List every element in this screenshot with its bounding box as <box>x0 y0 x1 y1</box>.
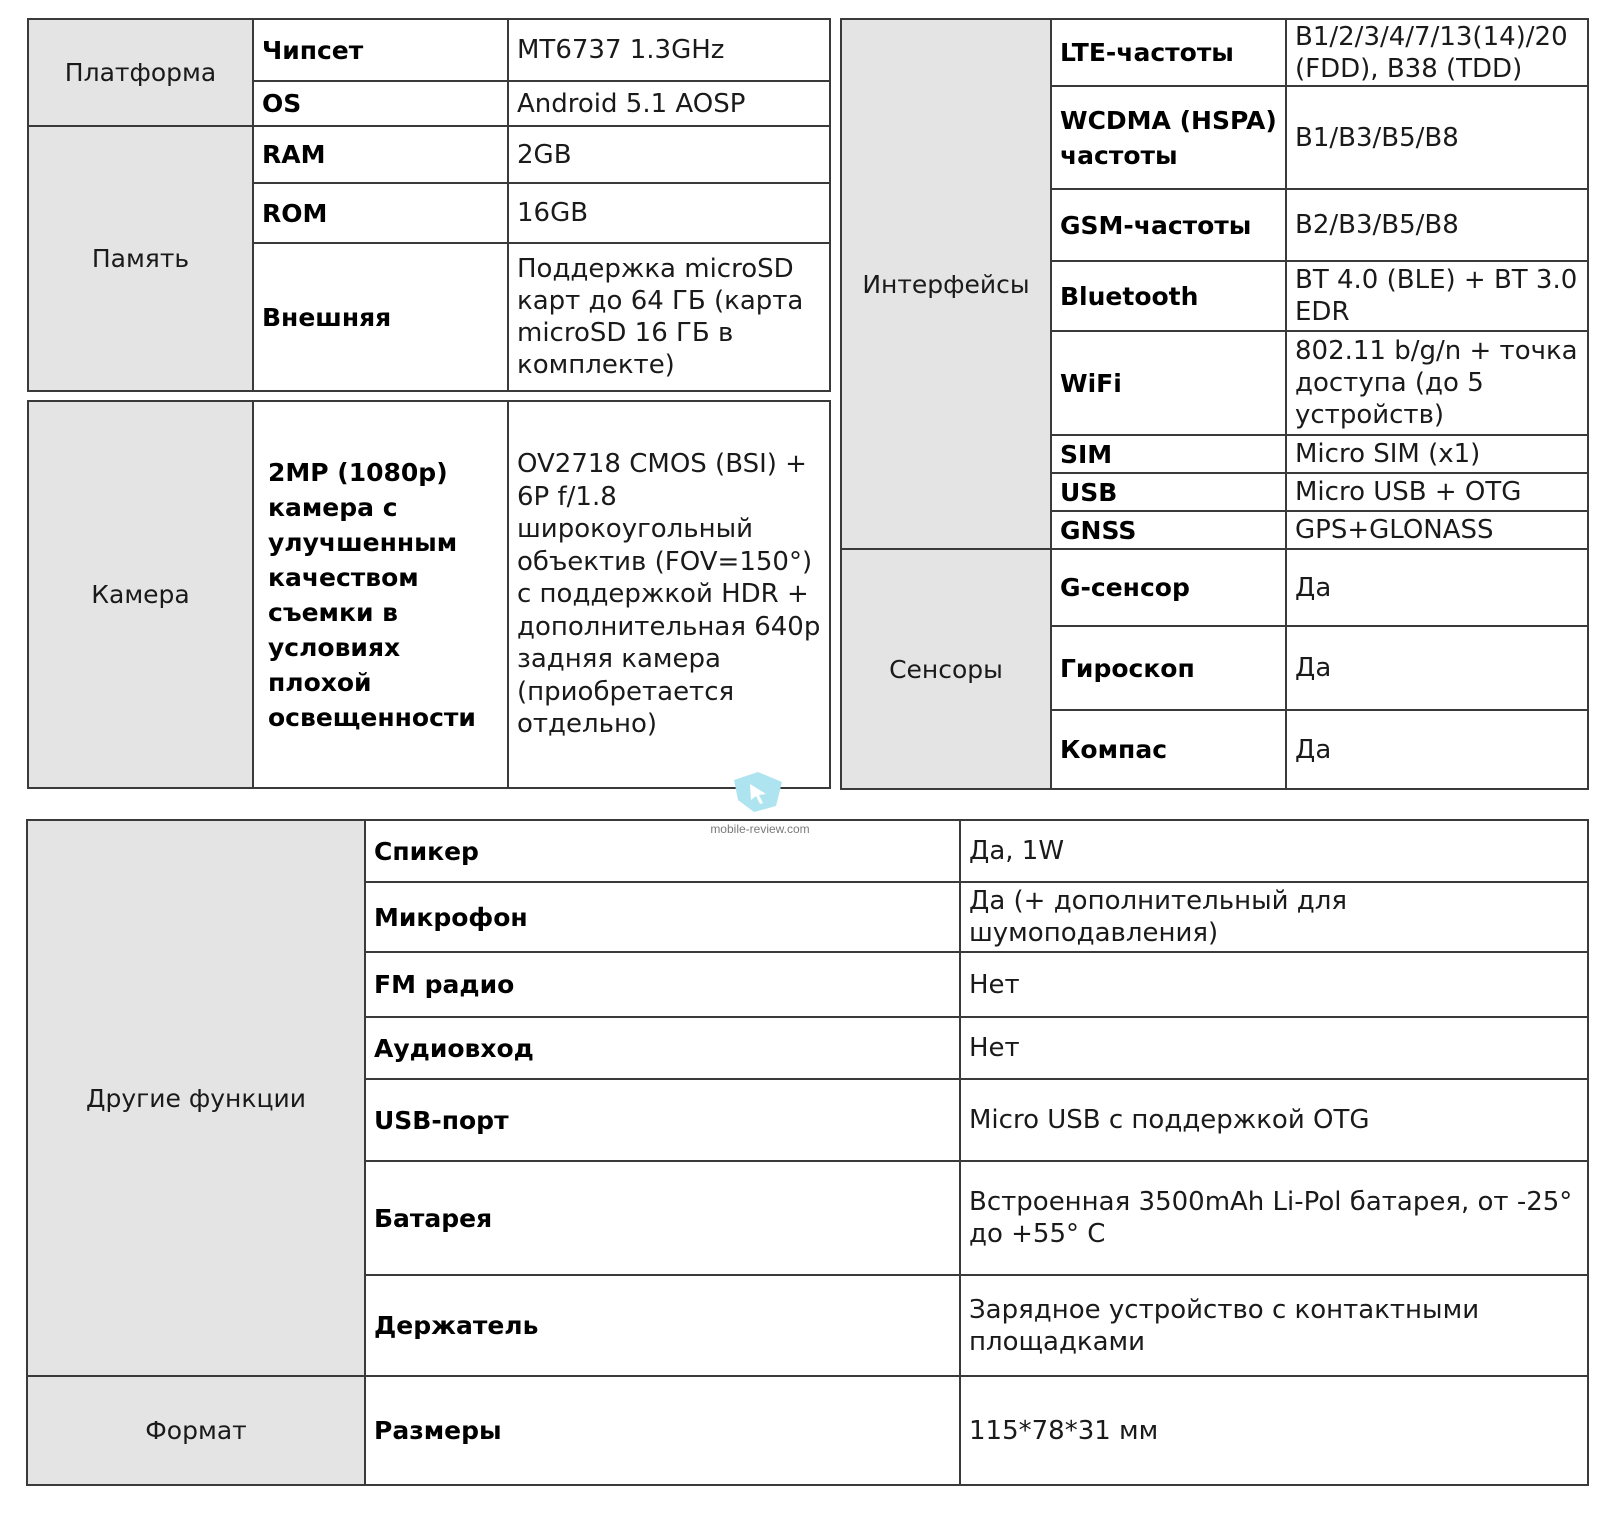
spec-key: Bluetooth <box>1051 261 1286 331</box>
watermark-text: mobile-review.com <box>710 822 810 836</box>
spec-key: OS <box>253 81 508 126</box>
spec-table-other-format <box>26 819 1589 1486</box>
spec-value: Да <box>1286 710 1588 789</box>
spec-key: ROM <box>253 183 508 243</box>
spec-key: Размеры <box>365 1376 960 1485</box>
spec-value: Android 5.1 AOSP <box>508 81 830 126</box>
spec-key: USB-порт <box>365 1079 960 1161</box>
spec-value: Поддержка microSD карт до 64 ГБ (карта microSD 16 ГБ в комплекте) <box>508 243 830 391</box>
spec-key: WCDMA (HSPA) частоты <box>1051 86 1286 189</box>
spec-value: MT6737 1.3GHz <box>508 19 830 81</box>
spec-key: Чипсет <box>253 19 508 81</box>
spec-value: Micro USB + OTG <box>1286 473 1588 511</box>
group-label-memory: Память <box>28 126 253 391</box>
table-row <box>28 401 830 788</box>
spec-value: GPS+GLONASS <box>1286 511 1588 549</box>
spec-key: G-сенсор <box>1051 549 1286 626</box>
group-label-platform: Платформа <box>28 19 253 126</box>
spec-key: Аудиовход <box>365 1017 960 1079</box>
group-label-camera: Камера <box>28 401 253 788</box>
table-row <box>841 19 1588 86</box>
spec-value: 2GB <box>508 126 830 183</box>
spec-key: Спикер <box>365 820 960 882</box>
spec-value: Да, 1W <box>960 820 1588 882</box>
group-label-sensors: Сенсоры <box>841 549 1051 789</box>
spec-value: Нет <box>960 1017 1588 1079</box>
spec-value: Micro USB с поддержкой OTG <box>960 1079 1588 1161</box>
group-label-format: Формат <box>27 1376 365 1485</box>
spec-key: Гироскоп <box>1051 626 1286 710</box>
spec-value: Да <box>1286 549 1588 626</box>
spec-key: GNSS <box>1051 511 1286 549</box>
table-row <box>841 549 1588 626</box>
spec-key: GSM-частоты <box>1051 189 1286 261</box>
spec-key: Внешняя <box>253 243 508 391</box>
spec-value: B1/2/3/4/7/13(14)/20 (FDD), B38 (TDD) <box>1286 19 1588 86</box>
spec-value: Да <box>1286 626 1588 710</box>
spec-key: Держатель <box>365 1275 960 1376</box>
spec-value: 802.11 b/g/n + точка доступа (до 5 устройств) <box>1286 331 1588 435</box>
spec-value: 115*78*31 мм <box>960 1376 1588 1485</box>
group-label-interfaces: Интерфейсы <box>841 19 1051 549</box>
spec-table-camera <box>27 400 831 789</box>
spec-key: FM радио <box>365 952 960 1017</box>
group-label-other: Другие функции <box>27 820 365 1376</box>
table-row <box>28 19 830 81</box>
spec-key: Микрофон <box>365 882 960 952</box>
spec-key: Компас <box>1051 710 1286 789</box>
spec-value: OV2718 CMOS (BSI) + 6P f/1.8 широкоугольный объектив (FOV=150°) с поддержкой HDR + дополнительная 640p задняя камера (приобретается отдельно) <box>508 401 830 788</box>
spec-value: 16GB <box>508 183 830 243</box>
watermark <box>700 770 820 844</box>
spec-value: Встроенная 3500mAh Li-Pol батарея, от -25° до +55° С <box>960 1161 1588 1275</box>
spec-key: USB <box>1051 473 1286 511</box>
spec-table-platform-memory <box>27 18 831 392</box>
mobile-review-logo-icon <box>730 770 786 814</box>
spec-value: Зарядное устройство с контактными площадками <box>960 1275 1588 1376</box>
spec-key: Батарея <box>365 1161 960 1275</box>
spec-value: B1/B3/B5/B8 <box>1286 86 1588 189</box>
spec-value: Нет <box>960 952 1588 1017</box>
spec-table-interfaces-sensors <box>840 18 1589 790</box>
spec-key: WiFi <box>1051 331 1286 435</box>
spec-key: 2MP (1080p) камера с улучшенным качеством съемки в условиях плохой освещенности <box>253 401 508 788</box>
spec-key: RAM <box>253 126 508 183</box>
spec-value: B2/B3/B5/B8 <box>1286 189 1588 261</box>
spec-value: BT 4.0 (BLE) + BT 3.0 EDR <box>1286 261 1588 331</box>
spec-key: SIM <box>1051 435 1286 473</box>
table-row <box>28 126 830 183</box>
spec-value: Да (+ дополнительный для шумоподавления) <box>960 882 1588 952</box>
spec-key: LTE-частоты <box>1051 19 1286 86</box>
spec-value: Micro SIM (x1) <box>1286 435 1588 473</box>
table-row <box>27 1376 1588 1485</box>
